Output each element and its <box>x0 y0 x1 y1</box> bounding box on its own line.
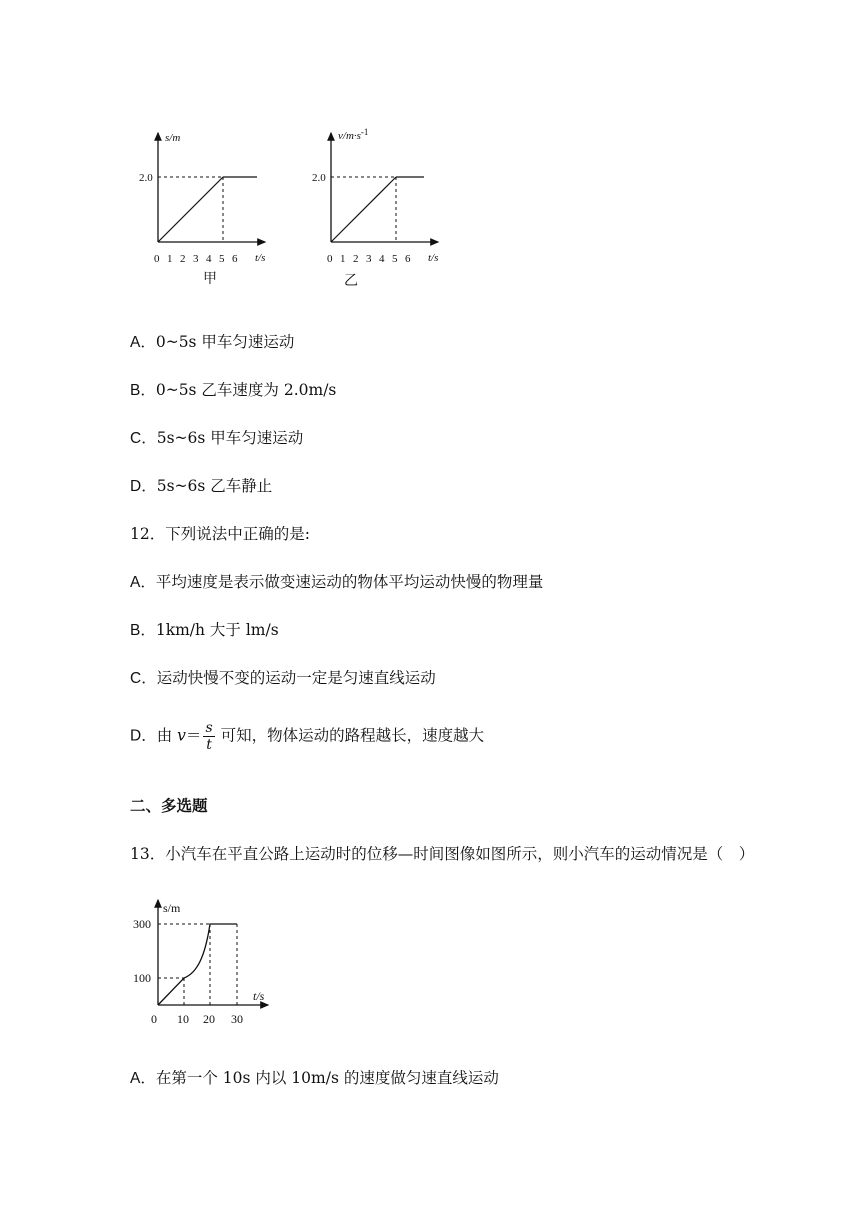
q11-option-a: A．0~5s 甲车匀速运动 <box>130 333 295 351</box>
q12-option-b: B．1km/h 大于 lm/s <box>130 621 279 639</box>
yi-xtick-0: 0 <box>327 253 333 265</box>
yi-xtick-3: 3 <box>366 253 372 265</box>
yi-xtick-4: 4 <box>379 253 385 265</box>
q13-xlabel: t/s <box>253 989 265 1003</box>
yi-xticks <box>327 253 411 265</box>
yi-xtick-6: 6 <box>405 253 411 265</box>
q13-option-a: A．在第一个 10s 内以 10m/s 的速度做匀速直线运动 <box>130 1069 499 1087</box>
chart-yi <box>312 127 438 289</box>
jia-line-rising <box>158 177 223 242</box>
q12-option-d: D．由 v＝ $\frac{s}{t}$ 可知，物体运动的路程越长，速度越大 <box>130 720 485 753</box>
jia-xlabel: t/s <box>255 252 266 264</box>
yi-ylabel: $v/m\cdot s^{-1}$ <box>338 127 369 142</box>
q11-option-c: C．5s~6s 甲车匀速运动 <box>130 429 304 447</box>
yi-line-rising <box>331 177 396 242</box>
jia-xtick-4: 4 <box>206 253 212 265</box>
q12-stem: 12．下列说法中正确的是: <box>130 525 310 543</box>
jia-xtick-5: 5 <box>219 253 225 265</box>
section-heading: 二、多选题 <box>130 797 208 815</box>
figure-q13-st-graph <box>125 895 285 1035</box>
q12-option-a: A．平均速度是表示做变速运动的物体平均运动快慢的物理量 <box>130 573 544 591</box>
q11-option-b: B．0~5s 乙车速度为 2.0m/s <box>130 381 337 399</box>
chart-jia <box>139 132 265 287</box>
q13-xtick-30: 30 <box>231 1012 243 1026</box>
q13-stem: 13．小汽车在平直公路上运动时的位移—时间图像如图所示，则小汽车的运动情况是（ ） <box>130 845 755 863</box>
jia-xtick-2: 2 <box>180 253 186 265</box>
q13-ytick-100: 100 <box>133 971 151 985</box>
jia-xticks <box>154 253 238 265</box>
jia-ytick: 2.0 <box>139 172 153 184</box>
q13-st-curve <box>158 924 237 1005</box>
q13-xtick-0: 0 <box>151 1012 157 1026</box>
q13-ylabel: s/m <box>163 901 181 915</box>
figure-jia-yi <box>125 125 455 295</box>
yi-ytick: 2.0 <box>312 172 326 184</box>
jia-xtick-3: 3 <box>193 253 199 265</box>
jia-xtick-6: 6 <box>232 253 238 265</box>
q11-option-d: D．5s~6s 乙车静止 <box>130 477 273 495</box>
q12-option-c: C．运动快慢不变的运动一定是匀速直线运动 <box>130 669 436 687</box>
yi-xlabel: t/s <box>428 252 439 264</box>
q13-xtick-10: 10 <box>177 1012 189 1026</box>
jia-xtick-1: 1 <box>167 253 173 265</box>
jia-xtick-0: 0 <box>154 253 160 265</box>
q13-ytick-300: 300 <box>133 917 151 931</box>
q13-xtick-20: 20 <box>203 1012 215 1026</box>
jia-caption: 甲 <box>203 272 217 287</box>
jia-ylabel: s/m <box>165 132 181 144</box>
yi-xtick-5: 5 <box>392 253 398 265</box>
formula-fraction: $\frac{s}{t}$ <box>205 720 213 753</box>
yi-xtick-1: 1 <box>340 253 346 265</box>
yi-caption: 乙 <box>344 274 358 289</box>
yi-xtick-2: 2 <box>353 253 359 265</box>
